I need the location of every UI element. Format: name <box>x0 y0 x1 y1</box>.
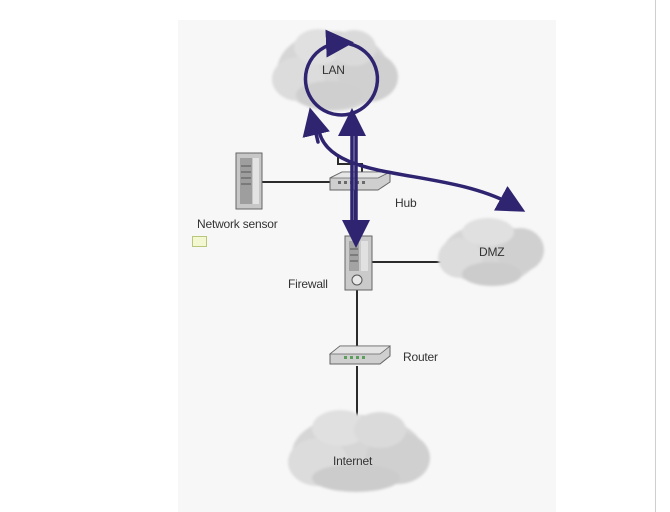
hub-icon <box>330 172 390 190</box>
highlight-swatch <box>192 236 207 247</box>
firewall-label: Firewall <box>288 277 328 291</box>
network-sensor-server-icon <box>236 153 262 209</box>
network-sensor-label: Network sensor <box>197 217 278 231</box>
lan-return-arrow <box>313 121 318 142</box>
hub-label: Hub <box>395 196 417 210</box>
lan-dmz-arrow <box>318 126 513 205</box>
lan-label: LAN <box>322 63 345 77</box>
router-label: Router <box>403 350 438 364</box>
firewall-icon <box>345 236 372 290</box>
internet-label: Internet <box>333 454 373 468</box>
dmz-label: DMZ <box>479 245 505 259</box>
router-icon <box>330 346 390 364</box>
internet-cloud <box>288 410 430 492</box>
